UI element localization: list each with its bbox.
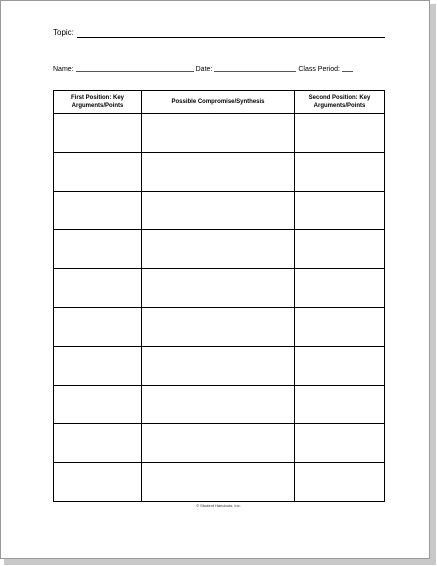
table-row <box>54 307 385 346</box>
class-period-label: Class Period: <box>298 66 340 73</box>
second-position-cell[interactable] <box>295 385 385 424</box>
table-row <box>54 269 385 308</box>
compromise-cell[interactable] <box>142 114 295 153</box>
first-position-cell[interactable] <box>54 269 142 308</box>
second-position-cell[interactable] <box>295 191 385 230</box>
second-position-cell[interactable] <box>295 424 385 463</box>
compromise-cell[interactable] <box>142 385 295 424</box>
topic-label: Topic: <box>53 28 74 37</box>
compromise-cell[interactable] <box>142 424 295 463</box>
first-position-cell[interactable] <box>54 424 142 463</box>
topic-row <box>53 28 385 40</box>
first-position-cell[interactable] <box>54 191 142 230</box>
column-header-first-position: First Position: Key Arguments/Points <box>54 91 142 114</box>
first-position-cell[interactable] <box>54 463 142 502</box>
compromise-cell[interactable] <box>142 269 295 308</box>
table-row <box>54 424 385 463</box>
second-position-cell[interactable] <box>295 152 385 191</box>
table-header-row <box>54 91 385 114</box>
table-row <box>54 463 385 502</box>
table-row <box>54 346 385 385</box>
first-position-cell[interactable] <box>54 152 142 191</box>
second-position-cell[interactable] <box>295 114 385 153</box>
first-position-cell[interactable] <box>54 346 142 385</box>
table-row <box>54 191 385 230</box>
compromise-cell[interactable] <box>142 230 295 269</box>
compromise-cell[interactable] <box>142 191 295 230</box>
compromise-cell[interactable] <box>142 307 295 346</box>
table-row <box>54 114 385 153</box>
column-header-second-position: Second Position: Key Arguments/Points <box>295 91 385 114</box>
table-row <box>54 385 385 424</box>
name-label: Name: <box>53 66 74 73</box>
first-position-cell[interactable] <box>54 385 142 424</box>
first-position-cell[interactable] <box>54 307 142 346</box>
first-position-cell[interactable] <box>54 230 142 269</box>
page-shadow-bottom <box>4 559 436 565</box>
compromise-cell[interactable] <box>142 346 295 385</box>
date-blank-line <box>214 64 296 72</box>
table-row <box>54 152 385 191</box>
second-position-cell[interactable] <box>295 463 385 502</box>
second-position-cell[interactable] <box>295 269 385 308</box>
copyright-footer: © Student Handouts, Inc. <box>196 503 241 508</box>
column-header-compromise: Possible Compromise/Synthesis <box>142 91 295 114</box>
page-shadow-right <box>430 4 436 563</box>
name-blank-line <box>76 64 194 72</box>
compromise-cell[interactable] <box>142 463 295 502</box>
student-info-row <box>53 61 385 73</box>
date-label: Date: <box>195 66 213 73</box>
table-body <box>54 114 385 502</box>
second-position-cell[interactable] <box>295 230 385 269</box>
table-row <box>54 230 385 269</box>
class-period-blank-line <box>342 64 353 72</box>
position-comparison-table <box>53 90 385 502</box>
compromise-cell[interactable] <box>142 152 295 191</box>
topic-blank-line <box>77 37 385 38</box>
first-position-cell[interactable] <box>54 114 142 153</box>
second-position-cell[interactable] <box>295 307 385 346</box>
second-position-cell[interactable] <box>295 346 385 385</box>
